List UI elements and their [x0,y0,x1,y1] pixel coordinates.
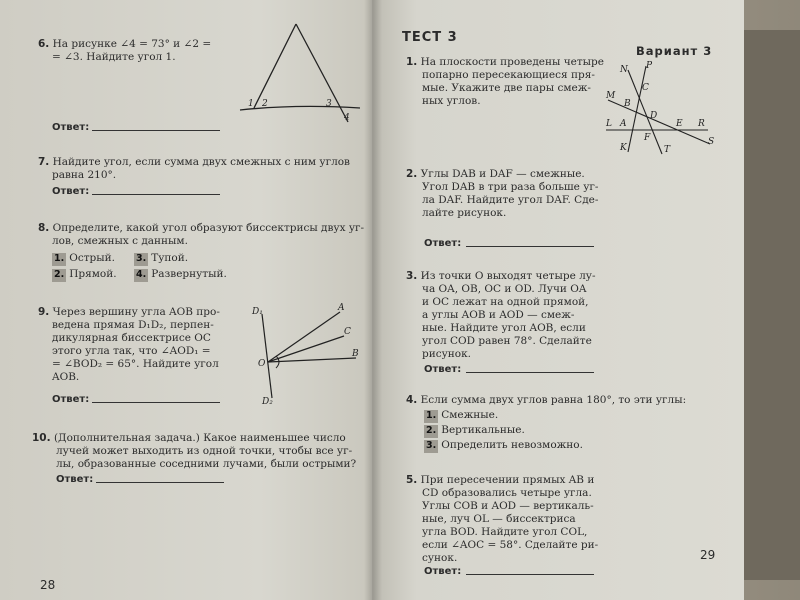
q4-option-3[interactable]: 3. Определить невозможно. [426,439,583,451]
q9-answer-line[interactable] [92,402,220,403]
q7-answer-label: Ответ: [52,186,90,197]
label-f: F [644,133,651,143]
q1-line1: 1. На плоскости проведены четыре [406,56,604,68]
angle-label-2: 2 [262,99,268,109]
label-e: E [676,119,683,129]
label-d2: D₂ [262,397,273,407]
q1-line3: мые. Укажите две пары смеж- [422,82,591,94]
q8-line1: 8. Определите, какой угол образуют биссектрисы двух уг- [38,222,365,234]
page-number-right: 29 [700,548,716,562]
q5-line2: CD образовались четыре угла. [422,487,592,499]
q8-option-1[interactable]: 1. Острый. [54,252,115,264]
q5-answer-line[interactable] [466,574,594,575]
q5-line5: угла BOD. Найдите угол COL, [422,526,588,538]
q4-option-2[interactable]: 2. Вертикальные. [426,424,525,436]
angle-label-1: 1 [248,99,254,109]
q2-answer-label: Ответ: [424,238,462,249]
q3-line1: 3. Из точки O выходят четыре лу- [406,270,596,282]
q7-line2: равна 210°. [52,169,117,181]
label-a: A [338,303,345,313]
label-c-right: C [642,83,649,93]
q6-answer-line[interactable] [92,130,220,131]
q9-line5: = ∠BOD₂ = 65°. Найдите угол [52,358,219,370]
label-a-right: A [620,119,627,129]
q6-triangle-figure [236,22,366,132]
label-n: N [620,65,628,75]
q10-answer-line[interactable] [96,482,224,483]
q3-answer-line[interactable] [466,372,594,373]
q2-line3: ла DAF. Найдите угол DAF. Сде- [422,194,599,206]
table-background [744,30,800,580]
q10-line1: 10. (Дополнительная задача.) Какое наименьшее число [32,432,346,444]
label-o: O [258,359,266,369]
q3-line3: и OC лежат на одной прямой, [422,296,589,308]
test-title: ТЕСТ 3 [402,30,458,45]
q9-line4: этого угла так, что ∠AOD₁ = [52,345,211,357]
q6-answer-label: Ответ: [52,122,90,133]
angle-label-4: 4 [344,113,350,123]
label-r: R [698,119,705,129]
q8-option-2[interactable]: 2. Прямой. [54,268,117,280]
q3-line4: а углы AOB и AOD — смеж- [422,309,575,321]
q5-answer-label: Ответ: [424,566,462,577]
q5-line7: сунок. [422,552,458,564]
q9-line2: ведена прямая D₁D₂, перпен- [52,319,214,331]
q10-answer-label: Ответ: [56,474,94,485]
q1-line4: ных углов. [422,95,481,107]
label-m: M [606,91,616,101]
q8-line2: лов, смежных с данным. [52,235,188,247]
q9-line6: AOB. [52,371,80,383]
left-page [0,0,372,600]
q5-line1: 5. При пересечении прямых AB и [406,474,595,486]
q9-answer-label: Ответ: [52,394,90,405]
q6-line2: = ∠3. Найдите угол 1. [52,51,176,63]
q4-option-1[interactable]: 1. Смежные. [426,409,499,421]
q3-line5: ные. Найдите угол AOB, если [422,322,586,334]
label-b: B [352,349,359,359]
q3-answer-label: Ответ: [424,364,462,375]
q8-option-3[interactable]: 3. Тупой. [136,252,189,264]
q9-line1: 9. Через вершину угла AOB про- [38,306,220,318]
q9-line3: дикулярная биссектрисе OC [52,332,211,344]
q8-option-4[interactable]: 4. Развернутый. [136,268,227,280]
label-t: T [664,145,671,155]
label-s: S [708,137,715,147]
q4-line1: 4. Если сумма двух углов равна 180°, то эти углы: [406,394,687,406]
angle-label-3: 3 [326,99,332,109]
variant-title: Вариант 3 [636,44,713,58]
q7-line1: 7. Найдите угол, если сумма двух смежных с ним углов [38,156,350,168]
q1-line2: попарно пересекающиеся пря- [422,69,595,81]
book-spine [364,0,382,600]
q10-line3: лы, образованные соседними лучами, были острыми? [56,458,357,470]
q3-line7: рисунок. [422,348,471,360]
q10-line2: лучей может выходить из одной точки, чтобы все уг- [56,445,353,457]
q5-line3: Углы COB и AOD — вертикаль- [422,500,594,512]
q9-angle-figure [246,298,366,408]
q2-line4: лайте рисунок. [422,207,507,219]
q2-answer-line[interactable] [466,246,594,247]
q3-line6: угол COD равен 78°. Сделайте [422,335,592,347]
q2-line1: 2. Углы DAB и DAF — смежные. [406,168,585,180]
q2-line2: Угол DAB в три раза больше уг- [422,181,599,193]
q3-line2: ча OA, OB, OC и OD. Лучи OA [422,283,587,295]
label-k: K [620,143,627,153]
q5-line6: если ∠AOC = 58°. Сделайте ри- [422,539,599,551]
right-page [372,0,744,600]
page-number-left: 28 [40,578,56,592]
label-l: L [606,119,612,129]
label-p: P [646,61,653,71]
label-d: D [650,111,658,121]
label-c: C [344,327,351,337]
q6-line1: 6. На рисунке ∠4 = 73° и ∠2 = [38,38,212,50]
q7-answer-line[interactable] [92,194,220,195]
q1-lines-figure [604,60,724,160]
label-d1: D₁ [252,307,263,317]
label-b-right: B [624,99,631,109]
q5-line4: ные, луч OL — биссектриса [422,513,576,525]
